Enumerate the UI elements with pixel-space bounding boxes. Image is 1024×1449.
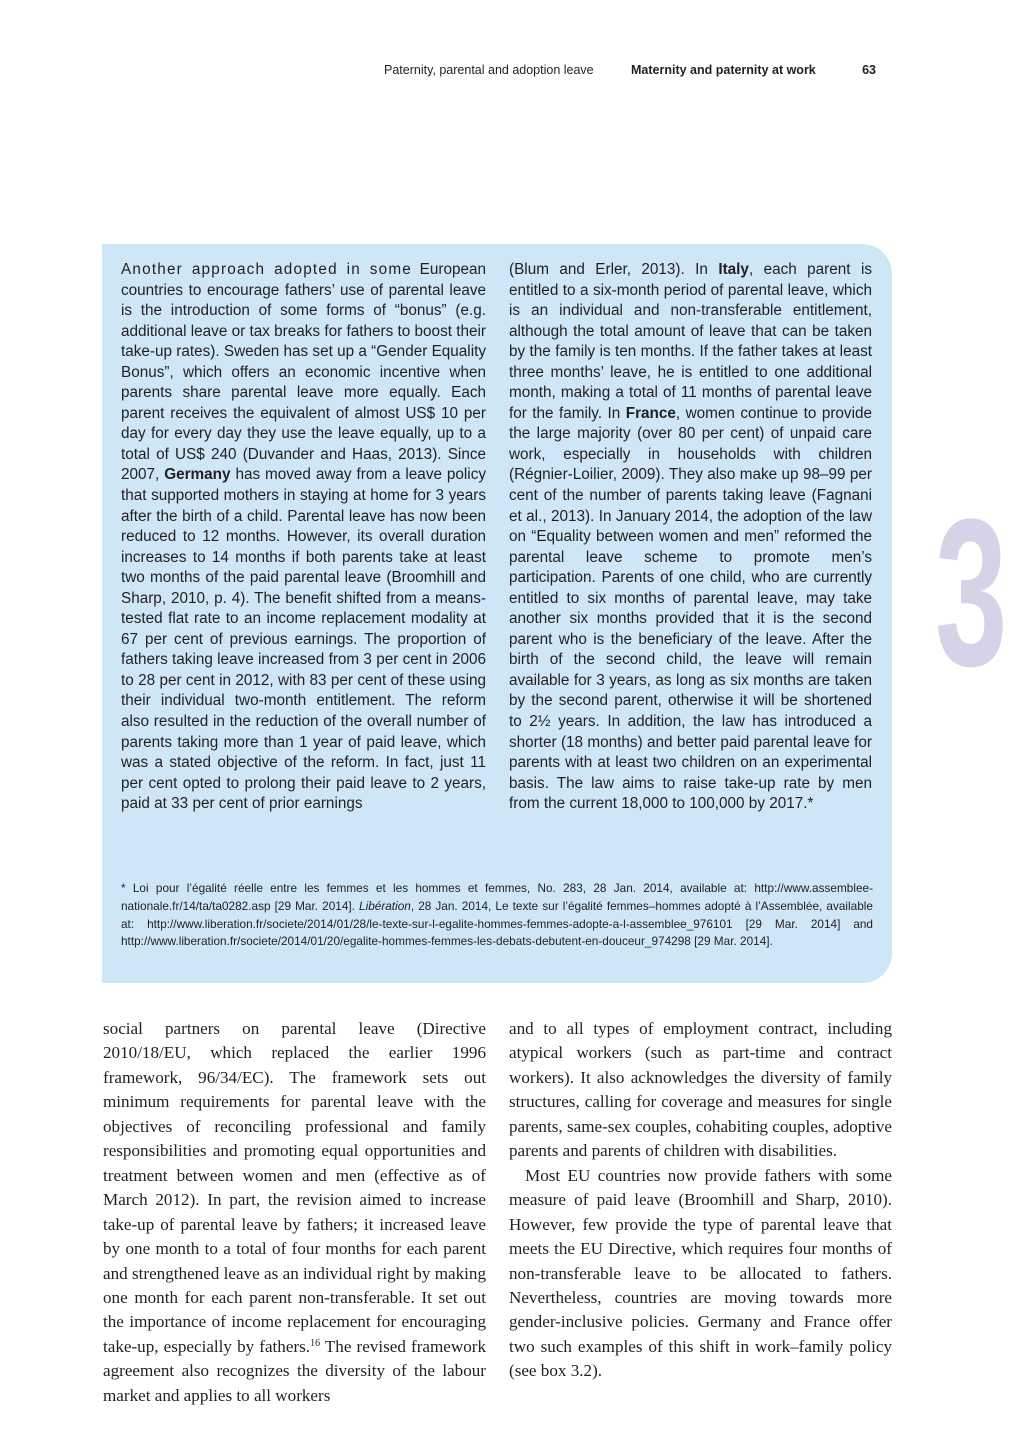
box-right-text-2: , each parent is entitled to a six-month period of parental leave, which is an individual and non-transferable entitlement, although the total amount of leave that can be taken by the family is ten months. If the father takes at least three months’ leave, he is entitled to one additional month, making a total of 11 months of parental leave for the family. In bbox=[509, 261, 872, 422]
footnote-reference: 16 bbox=[310, 1337, 321, 1349]
body-right-column bbox=[509, 1017, 892, 1384]
body-left-paragraph bbox=[103, 1017, 486, 1408]
box-right-text-3: , women continue to provide the large majority (over 80 per cent) of unpaid care work, especially in households with children (Régnier-Loilier, 2009). They also make up 98–99 per cent of the number of parents taking leave (Fagnani et al., 2013). In January 2014, the adoption of the law on “Equality between women and men” reformed the parental leave scheme to promote men’s participation. Parents of one child, who are currently entitled to six months of parental leave, may take another six months provided that it is the second parent who is the beneficiary of the leave. After the birth of the second child, the leave will remain available for 3 years, as long as six months are taken by the second parent, otherwise it will be shortened to 2½ years. In addition, the law has introduced a shorter (18 months) and better paid parental leave for parents with at least two children on an experimental basis. The law aims to raise take-up rate by men from the current 18,000 to 100,000 by 2017.* bbox=[509, 404, 872, 813]
box-right-text-1: (Blum and Erler, 2013). In bbox=[509, 261, 719, 278]
running-header bbox=[384, 61, 896, 79]
body-left-text-2: The revised framework agreement also recognizes the diversity of the labour market and applies to all workers bbox=[103, 1336, 486, 1405]
box-left-text-1: Another approach adopted in some bbox=[121, 261, 412, 278]
country-france: France bbox=[625, 404, 676, 422]
box-right-column bbox=[509, 260, 872, 815]
body-left-text-1: social partners on parental leave (Directive 2010/18/EU, which replaced the earlier 1996 framework, 96/34/EC). The framework sets out minimum requirements for parental leave with the objectives of reconciling professional and family responsibilities and promoting equal opportunities and treatment between women and men (effective as of March 2012). In part, the revision aimed to increase take-up of parental leave by fathers; it increased leave by one month to a total of four months for each parent and strengthened leave as an individual right by making one month for each parent non-transferable. It set out the importance of income replacement for encouraging take-up, especially by fathers. bbox=[103, 1019, 486, 1356]
page-number: 63 bbox=[862, 63, 876, 77]
country-germany: Germany bbox=[164, 466, 231, 484]
footnote-italic: Libération bbox=[359, 898, 411, 913]
country-italy: Italy bbox=[718, 261, 749, 278]
box-left-column bbox=[121, 260, 486, 815]
chapter-number-marker: 3 bbox=[935, 475, 1008, 710]
body-right-paragraph-2: Most EU countries now provide fathers with some measure of paid leave (Broomhill and Sharp, 2010). However, few provide the type of parental leave that meets the EU Directive, which requires four months of non-transferable leave to be allocated to fathers. Nevertheless, countries are moving towards more gender-inclusive policies. Germany and France offer two such examples of this shift in work–family policy (see box 3.2). bbox=[509, 1165, 892, 1381]
box-footnote bbox=[121, 880, 873, 951]
section-title: Paternity, parental and adoption leave bbox=[384, 63, 594, 77]
box-left-paragraph bbox=[121, 260, 486, 815]
box-left-text-3: has moved away from a leave policy that supported mothers in staying at home for 3 years after the birth of a child. Parental leave has now been reduced to 12 months. However, its overall duration increases to 14 months if both parents take at least two months of the paid parental leave (Broomhill and Sharp, 2010, p. 4). The benefit shifted from a means-tested flat rate to an income replacement modality at 67 per cent of previous earnings. The proportion of fathers taking leave increased from 3 per cent in 2006 to 28 per cent in 2012, with 83 per cent of these using their individual two-month entitlement. The reform also resulted in the reduction of the overall number of parents taking more than 1 year of paid leave, which was a stated objective of the reform. In fact, just 11 per cent opted to prolong their paid leave to 2 years, paid at 33 per cent of prior earnings bbox=[121, 466, 486, 813]
body-right-paragraph-1: and to all types of employment contract, including atypical workers (such as part-time and contract workers). It also acknowledges the diversity of family structures, calling for coverage and measures for single parents, same-sex couples, cohabiting couples, adoptive parents and parents of children with disabilities. bbox=[509, 1019, 892, 1161]
footnote-text-1: * Loi pour l’égalité réelle entre les femmes et les hommes et femmes, No. 283, 28 Jan. 2014, available at: http://www.assemblee-nationale.fr/14/ta/ta0282.asp [29 Mar. 2014]. bbox=[121, 881, 873, 913]
footnote-text-2: , 28 Jan. 2014, Le texte sur l’égalité femmes–hommes adopté à l’Assemblée, available at: http://www.liberation.fr/societe/2014/01/28/le-texte-sur-l-egalite-hommes-femmes-adopte-a-l-assemblee_976101 [29 Mar. 2014] and http://www.liberation.fr/societe/2014/01/20/egalite-hommes-femmes-les-debats-debutent-en-douceur_974298 [29 Mar. 2014]. bbox=[121, 898, 873, 949]
chapter-title: Maternity and paternity at work bbox=[631, 63, 816, 77]
box-left-text-2: European countries to encourage fathers’ use of parental leave is the introduction of some forms of “bonus” (e.g. additional leave or tax breaks for fathers to boost their take-up rates). Sweden has set up a “Gender Equality Bonus”, which offers an economic incentive when parents share parental leave more equally. Each parent receives the equivalent of almost US$ 10 per day for every day they use the leave equally, up to a total of US$ 240 (Duvander and Haas, 2013). Since 2007, bbox=[121, 261, 486, 484]
box-right-paragraph bbox=[509, 260, 872, 815]
body-left-column bbox=[103, 1017, 486, 1408]
